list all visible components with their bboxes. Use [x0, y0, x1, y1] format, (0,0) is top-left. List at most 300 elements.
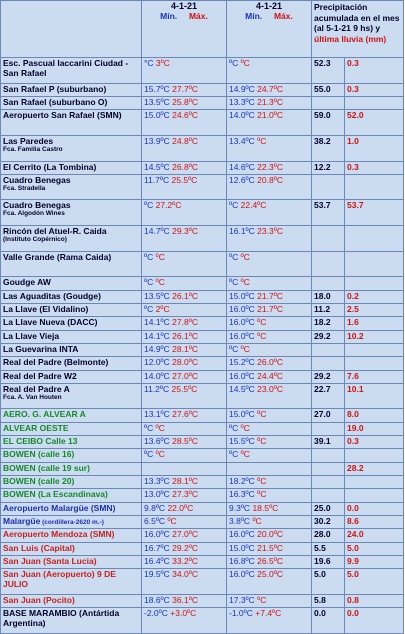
station-name: San Rafael (suburbano O) [3, 96, 108, 107]
min-temp-left: ºC [144, 200, 154, 211]
temps-right-cell [226, 529, 311, 541]
accumulated-precip [311, 423, 344, 435]
accumulated-precip [311, 226, 344, 251]
min-temp-right: 14.9ºC [229, 83, 255, 94]
station-name: Cuadro Benegas [3, 200, 71, 211]
temps-left-cell [141, 317, 226, 329]
temps-left-cell [141, 503, 226, 515]
station-subtitle: (Instituto Copérnico) [3, 236, 67, 244]
accumulated-precip: 22.7 [311, 384, 344, 409]
min-temp-left: 14.7ºC [144, 226, 170, 237]
station-cell [0, 200, 141, 225]
max-temp-right: 25.0ºC [257, 569, 283, 580]
min-temp-left: -2.0ºC [144, 608, 168, 619]
max-temp-right: 18.5ºC [252, 502, 279, 513]
min-temp-left: ºC [144, 303, 154, 314]
table-row [0, 383, 404, 409]
station-cell [0, 569, 141, 594]
max-temp-right: ºC [240, 343, 250, 354]
station-cell [0, 331, 141, 343]
min-temp-right: 15.5ºC [229, 436, 255, 447]
max-temp-right: 24.4ºC [257, 370, 283, 381]
max-temp-left: ºC [155, 277, 165, 288]
temps-right-cell [226, 384, 311, 409]
min-temp-right: ºC [229, 449, 239, 460]
temps-left-cell [141, 226, 226, 251]
accumulated-precip: 29.2 [311, 331, 344, 343]
temps-left-cell [141, 84, 226, 96]
min-temp-right: 16.0ºC [229, 529, 255, 540]
table-row [0, 343, 404, 356]
temps-left-cell [141, 277, 226, 289]
accumulated-precip: 55.0 [311, 84, 344, 96]
max-temp-left: 29.2ºC [172, 542, 198, 553]
table-row [0, 462, 404, 475]
max-temp-left: 28.5ºC [172, 436, 198, 447]
temps-left-cell [141, 291, 226, 303]
table-row [0, 370, 404, 383]
temps-right-cell [226, 409, 311, 421]
accumulated-precip [311, 97, 344, 109]
min-temp-right: 3.8ºC [229, 515, 251, 526]
temps-right-cell [226, 543, 311, 555]
table-row [0, 448, 404, 461]
table-row [0, 422, 404, 435]
station-subtitle: Fca. Familia Castro [3, 145, 63, 153]
max-temp-left: 36.1ºC [172, 594, 198, 605]
station-name: El Cerrito (La Tombina) [3, 161, 97, 172]
station-name: Aeropuerto San Rafael (SMN) [3, 110, 122, 121]
accumulated-precip [311, 476, 344, 488]
max-temp-left: 27.0ºC [172, 370, 198, 381]
min-temp-right: 14.5ºC [229, 383, 255, 394]
precip-header-text: Precipitación acumulada en el mes (al 5-1-21 9 hs) y [314, 2, 400, 33]
max-temp-left: 27.8ºC [172, 317, 198, 328]
min-temp-right: 9.3ºC [229, 502, 251, 513]
temps-right-cell [226, 252, 311, 277]
accumulated-precip [311, 252, 344, 277]
min-temp-left: 13.1ºC [144, 409, 170, 420]
station-cell [0, 476, 141, 488]
min-temp-left: 14.1ºC [144, 330, 170, 341]
temps-left-cell [141, 463, 226, 475]
max-temp-right: 22.4ºC [240, 200, 267, 211]
last-rain: 10.2 [344, 331, 404, 343]
station-cell [0, 436, 141, 448]
min-temp-right: ºC [229, 58, 239, 68]
station-name: La Llave Vieja [3, 330, 60, 341]
max-temp-left: 22.0ºC [167, 502, 194, 513]
max-temp-left: 33.2ºC [172, 555, 198, 566]
max-temp-right: 21.5ºC [257, 542, 283, 553]
accumulated-precip: 38.2 [311, 136, 344, 161]
accumulated-precip: 59.0 [311, 110, 344, 135]
station-name: BOWEN (calle 19 sur) [3, 462, 90, 473]
min-temp-right: 16.0ºC [229, 330, 255, 341]
last-rain: 0.3 [344, 58, 404, 83]
header-precipitation [311, 1, 404, 57]
max-temp-right: ºC [257, 489, 267, 500]
station-name: Aeropuerto Mendoza (SMN) [3, 529, 115, 540]
table-row [0, 435, 404, 448]
table-row [0, 96, 404, 109]
max-temp-right: ºC [240, 449, 250, 460]
temps-left-cell [141, 136, 226, 161]
table-row [0, 555, 404, 568]
max-temp-left: 27.2ºC [155, 200, 182, 211]
station-subtitle: Fca. Algodón Wines [3, 210, 65, 218]
header-station-cell [0, 1, 141, 57]
station-name: AERO. G. ALVEAR A [3, 409, 86, 420]
table-row [0, 356, 404, 369]
accumulated-precip: 5.5 [311, 543, 344, 555]
min-temp-left: 19.5ºC [144, 569, 170, 580]
max-temp-right: 26.5ºC [257, 555, 283, 566]
temps-left-cell [141, 449, 226, 461]
min-temp-left: 13.0ºC [144, 489, 170, 500]
min-temp-left: 15.7ºC [144, 83, 170, 94]
station-name: San Rafael P (suburbano) [3, 83, 107, 94]
max-temp-right: ºC [257, 330, 267, 341]
station-cell [0, 97, 141, 109]
last-rain: 0.2 [344, 291, 404, 303]
table-row [0, 109, 404, 135]
station-name: San Juan (Aeropuerto) 9 DE JULIO [3, 569, 116, 590]
max-temp-right: 23.3ºC [257, 226, 283, 237]
temps-left-cell [141, 252, 226, 277]
temps-left-cell [141, 595, 226, 607]
date-left: 4-1-21 [170, 1, 197, 11]
station-subtitle: Fca. Stradella [3, 184, 46, 192]
max-temp-right: ºC [240, 58, 250, 68]
temps-right-cell [226, 489, 311, 501]
max-temp-right: ºC [240, 251, 250, 262]
last-rain: 8.0 [344, 409, 404, 421]
min-temp-left: 14.5ºC [144, 161, 170, 172]
temps-right-cell [226, 175, 311, 200]
temps-right-cell [226, 304, 311, 316]
min-temp-left: 18.6ºC [144, 594, 170, 605]
min-temp-right: ºC [229, 422, 239, 433]
accumulated-precip: 18.2 [311, 317, 344, 329]
last-rain: 0.0 [344, 503, 404, 515]
temps-left-cell [141, 58, 226, 83]
min-temp-right: 15.2ºC [229, 357, 255, 368]
table-row [0, 199, 404, 225]
last-rain: 0.3 [344, 162, 404, 174]
table-row [0, 57, 404, 83]
last-rain [344, 449, 404, 461]
station-name: San Juan (Santa Lucia) [3, 555, 97, 566]
accumulated-precip [311, 449, 344, 461]
station-cell [0, 409, 141, 421]
temps-left-cell [141, 516, 226, 528]
temps-right-cell [226, 97, 311, 109]
max-temp-right: 22.3ºC [257, 161, 283, 172]
station-cell [0, 317, 141, 329]
table-row [0, 316, 404, 329]
station-name: BOWEN (calle 20) [3, 476, 75, 486]
last-rain: 8.6 [344, 516, 404, 528]
table-row [0, 488, 404, 501]
last-rain [344, 476, 404, 488]
temps-left-cell [141, 409, 226, 421]
last-rain: 1.6 [344, 317, 404, 329]
temps-left-cell [141, 569, 226, 594]
max-temp-left: ºC [155, 422, 165, 433]
table-header [0, 0, 404, 57]
max-temp-left: 28.1ºC [172, 343, 198, 354]
station-cell [0, 252, 141, 277]
last-rain [344, 357, 404, 369]
min-temp-left: 16.7ºC [144, 542, 170, 553]
last-rain [344, 226, 404, 251]
station-cell [0, 503, 141, 515]
accumulated-precip [311, 463, 344, 475]
accumulated-precip: 12.2 [311, 162, 344, 174]
temps-left-cell [141, 304, 226, 316]
accumulated-precip: 19.6 [311, 556, 344, 568]
station-name: Cuadro Benegas [3, 174, 71, 185]
temps-left-cell [141, 543, 226, 555]
station-name: Real del Padre A [3, 383, 70, 394]
max-temp-left: ºC [167, 515, 177, 526]
last-rain: 28.2 [344, 463, 404, 475]
station-cell [0, 529, 141, 541]
max-temp-right: ºC [240, 277, 250, 288]
station-name: BASE MARAMBIO (Antártida Argentina) [3, 608, 120, 629]
last-rain: 53.7 [344, 200, 404, 225]
max-temp-right: 21.0ºC [257, 110, 283, 121]
temps-right-cell [226, 371, 311, 383]
min-temp-right: 18.2ºC [229, 476, 255, 486]
min-temp-right: ºC [229, 343, 239, 354]
min-label-left: Mín. [160, 11, 178, 21]
accumulated-precip: 5.0 [311, 569, 344, 594]
min-temp-left: 13.5ºC [144, 96, 170, 107]
temps-right-cell [226, 423, 311, 435]
max-temp-left: 2ºC [155, 303, 170, 314]
last-rain: 2.5 [344, 304, 404, 316]
table-row [0, 303, 404, 316]
station-name: Las Aguaditas (Goudge) [3, 290, 101, 301]
last-rain: 1.0 [344, 136, 404, 161]
max-temp-left: +3.0ºC [170, 608, 197, 619]
max-temp-right: ºC [257, 436, 267, 447]
accumulated-precip: 53.7 [311, 200, 344, 225]
temps-right-cell [226, 503, 311, 515]
max-temp-left: 27.6ºC [172, 409, 198, 420]
temps-left-cell [141, 489, 226, 501]
max-temp-left: 25.8ºC [172, 96, 198, 107]
table-row [0, 542, 404, 555]
table-row [0, 475, 404, 488]
accumulated-precip [311, 277, 344, 289]
min-temp-left: ºC [144, 422, 154, 433]
temps-right-cell [226, 449, 311, 461]
last-rain: 0.3 [344, 84, 404, 96]
station-cell [0, 595, 141, 607]
station-cell [0, 226, 141, 251]
max-temp-right: ºC [257, 135, 267, 146]
table-row [0, 276, 404, 289]
temps-right-cell [226, 516, 311, 528]
table-row [0, 290, 404, 303]
max-temp-left: ºC [155, 449, 165, 460]
station-subtitle: (cordillera-2620 m.-) [40, 518, 104, 526]
temps-right-cell [226, 357, 311, 369]
table-row [0, 135, 404, 161]
accumulated-precip [311, 489, 344, 501]
table-row [0, 594, 404, 607]
last-rain: 0.8 [344, 595, 404, 607]
station-name: La Llave (El Vidalino) [3, 303, 89, 314]
max-temp-left: 34.0ºC [172, 569, 198, 580]
last-rain: 0.0 [344, 608, 404, 633]
temps-right-cell [226, 344, 311, 356]
accumulated-precip [311, 357, 344, 369]
station-name: Las Paredes [3, 135, 54, 146]
last-rain: 10.1 [344, 384, 404, 409]
min-temp-left: 13.3ºC [144, 476, 170, 486]
station-cell [0, 162, 141, 174]
last-rain [344, 277, 404, 289]
max-temp-right: 21.7ºC [257, 290, 283, 301]
max-temp-left: 24.6ºC [172, 110, 198, 121]
temps-left-cell [141, 436, 226, 448]
station-cell [0, 84, 141, 96]
accumulated-precip: 11.2 [311, 304, 344, 316]
min-label-right: Mín. [245, 11, 263, 21]
table-row [0, 502, 404, 515]
station-cell [0, 384, 141, 409]
header-date-left [141, 1, 226, 57]
table-row [0, 251, 404, 277]
max-temp-right: 23.0ºC [257, 383, 283, 394]
min-temp-right: 15.0ºC [229, 290, 255, 301]
station-name: Real del Padre (Belmonte) [3, 357, 109, 368]
max-temp-right: 21.7ºC [257, 303, 283, 314]
accumulated-precip: 29.2 [311, 371, 344, 383]
min-temp-left: 16.4ºC [144, 555, 170, 566]
min-temp-right: 16.0ºC [229, 303, 255, 314]
last-rain: 52.0 [344, 110, 404, 135]
max-temp-left: 27.7ºC [172, 83, 198, 94]
temps-left-cell [141, 423, 226, 435]
station-cell [0, 608, 141, 633]
temps-right-cell [226, 476, 311, 488]
table-row [0, 174, 404, 200]
last-rain [344, 97, 404, 109]
min-temp-left: ºC [144, 277, 154, 288]
max-temp-right: 21.3ºC [257, 96, 283, 107]
station-name: Real del Padre W2 [3, 370, 77, 381]
station-name: ALVEAR OESTE [3, 422, 69, 433]
station-subtitle: Fca. A. Van Houten [3, 393, 62, 401]
table-row [0, 607, 404, 634]
min-temp-right: ºC [229, 277, 239, 288]
precip-header-red: última lluvia (mm) [314, 33, 387, 44]
min-temp-right: -1.0ºC [229, 608, 253, 619]
table-row [0, 225, 404, 251]
last-rain [344, 489, 404, 501]
station-cell [0, 175, 141, 200]
accumulated-precip [311, 344, 344, 356]
station-name: EL CEIBO Calle 13 [3, 436, 78, 447]
max-temp-left: 3ºC [155, 58, 170, 68]
temps-right-cell [226, 110, 311, 135]
min-temp-right: 14.6ºC [229, 161, 255, 172]
temps-right-cell [226, 226, 311, 251]
accumulated-precip: 25.0 [311, 503, 344, 515]
header-date-right [226, 1, 311, 57]
min-temp-left: ºC [144, 449, 154, 460]
max-temp-left: 28.0ºC [172, 357, 198, 368]
station-cell [0, 371, 141, 383]
table-row [0, 568, 404, 594]
temps-left-cell [141, 331, 226, 343]
min-temp-left: °C [144, 58, 154, 68]
station-cell [0, 344, 141, 356]
min-temp-left: 11.2ºC [144, 383, 170, 394]
temps-right-cell [226, 608, 311, 633]
accumulated-precip: 0.0 [311, 608, 344, 633]
min-temp-right: 12.6ºC [229, 174, 255, 185]
max-temp-right: ºC [240, 422, 250, 433]
station-cell [0, 58, 141, 83]
temps-right-cell [226, 200, 311, 225]
min-temp-right: 16.0ºC [229, 317, 255, 328]
min-temp-right: 15.0ºC [229, 542, 255, 553]
station-cell [0, 516, 141, 528]
temps-left-cell [141, 344, 226, 356]
temps-right-cell [226, 136, 311, 161]
station-name: La Guevarina INTA [3, 343, 79, 354]
min-temp-left: 14.9ºC [144, 343, 170, 354]
temps-right-cell [226, 162, 311, 174]
last-rain: 5.0 [344, 543, 404, 555]
temps-left-cell [141, 162, 226, 174]
temps-right-cell [226, 556, 311, 568]
date-right: 4-1-21 [255, 1, 282, 11]
min-temp-left: 15.0ºC [144, 110, 170, 121]
min-temp-left: 11.7ºC [144, 174, 170, 185]
station-cell [0, 110, 141, 135]
min-temp-right: 14.0ºC [229, 110, 255, 121]
station-name: La Llave Nueva (DACC) [3, 317, 98, 328]
min-temp-right: ºC [229, 251, 239, 262]
last-rain: 5.0 [344, 569, 404, 594]
min-temp-right: 16.0ºC [229, 370, 255, 381]
min-temp-right: 16.3ºC [229, 489, 255, 500]
table-row [0, 528, 404, 541]
table-row [0, 408, 404, 421]
temps-left-cell [141, 110, 226, 135]
station-name: BOWEN (calle 16) [3, 449, 75, 460]
max-temp-left: 27.0ºC [172, 529, 198, 540]
station-cell [0, 463, 141, 475]
temps-right-cell [226, 84, 311, 96]
temps-right-cell [226, 595, 311, 607]
max-temp-left: 25.5ºC [171, 174, 198, 185]
station-cell [0, 423, 141, 435]
min-temp-right: ºC [229, 200, 239, 211]
temps-right-cell [226, 277, 311, 289]
max-temp-left: 26.1ºC [172, 290, 198, 301]
station-cell [0, 277, 141, 289]
max-temp-right: 26.0ºC [257, 357, 283, 368]
last-rain: 7.6 [344, 371, 404, 383]
